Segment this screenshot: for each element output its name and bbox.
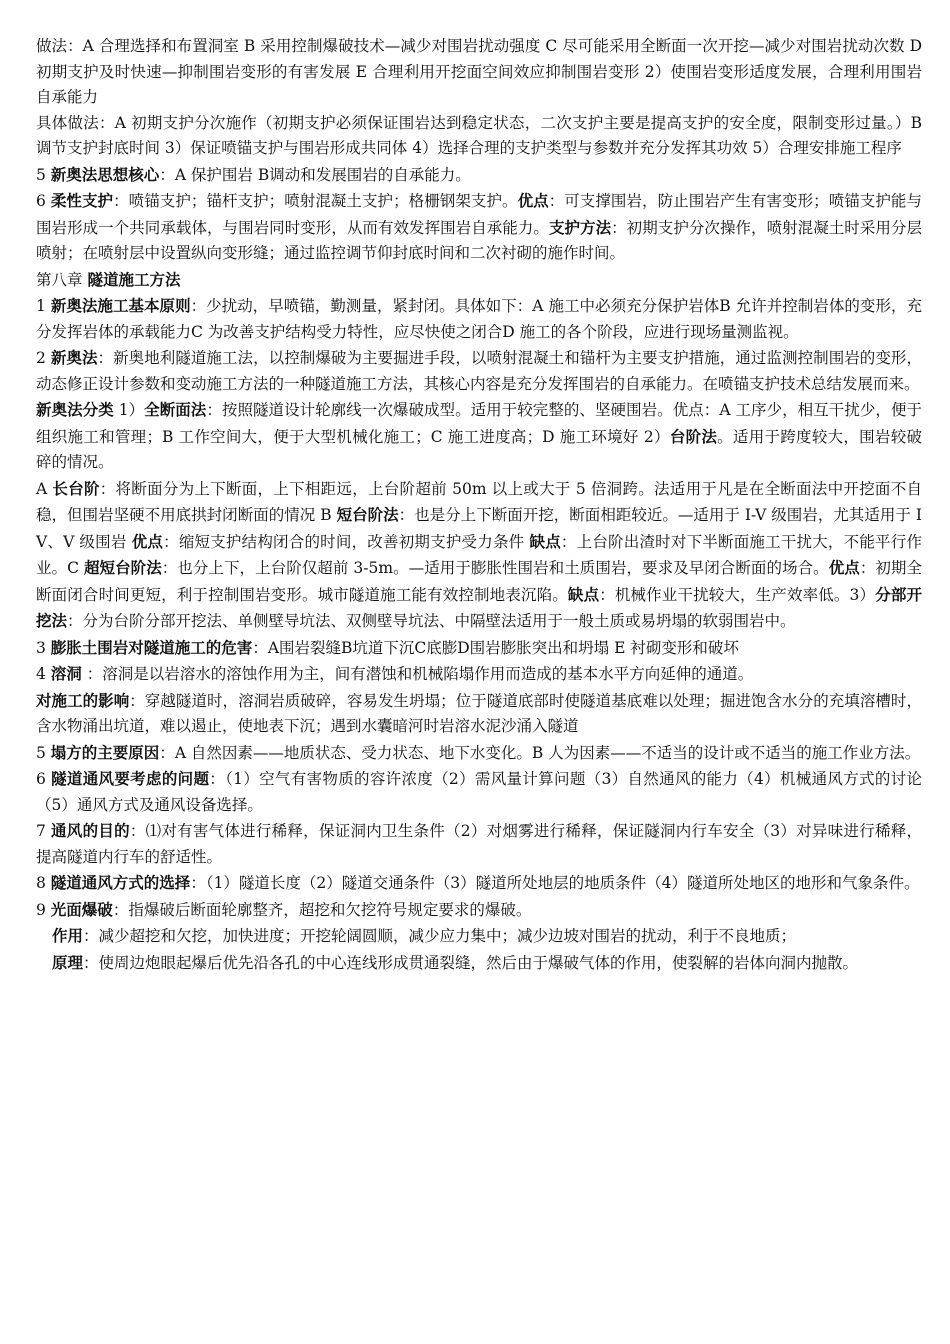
bold-term: 隧道施工方法 xyxy=(87,269,181,289)
paragraph-natm-principles xyxy=(36,293,922,345)
text-run: ：初期支护分次操作，喷射混凝土时采用分层喷射；在喷射层中设置纵向变形缝；通过监控调节仰封底时间和二次衬砌的施作时间。 xyxy=(36,218,922,262)
text-run: 。适用于跨度较大，围岩较破碎的情况。 xyxy=(36,427,922,471)
bold-term: 溶洞 xyxy=(50,664,82,683)
paragraph-natm-classification xyxy=(36,397,922,476)
text-run: 4 xyxy=(36,665,51,683)
text-run: ：A围岩裂缝B坑道下沉C底膨D围岩膨胀突出和坍塌 E 衬砌变形和破坏 xyxy=(252,638,739,657)
text-run: ：（1）空气有害物质的容许浓度（2）需风量计算问题（3）自然通风的能力（4）机械通风方式的讨论（5）通风方式及通风设备选择。 xyxy=(36,770,922,814)
paragraph-smooth-blasting-principle xyxy=(36,950,922,977)
bold-term: 光面爆破 xyxy=(50,899,113,919)
text-run: ：也是分上下断面开挖，断面相距较近。—适用于 I-V 级围岩，尤其适用于 IV、V 级围岩 xyxy=(36,506,922,551)
bold-term: 新奥法分类 xyxy=(36,400,114,419)
text-run: ：（1）隧道长度（2）隧道交通条件（3）隧道所处地层的地质条件（4）隧道所处地区的地形和气象条件。 xyxy=(190,874,920,892)
text-run: 6 xyxy=(36,770,52,788)
text-run: A xyxy=(36,479,53,498)
text-run: 8 xyxy=(36,874,51,892)
text-run: ：机械作业干扰较大，生产效率低。3） xyxy=(599,585,876,604)
text-run: ：A 自然因素——地质状态、受力状态、地下水变化。B 人为因素——不适当的设计或不适当的施工作业方法。 xyxy=(159,743,921,762)
text-run: 具体做法：A 初期支护分次施作（初期支护必须保证围岩达到稳定状态，二次支护主要是提高支护的安全度，限制变形过量。）B 调节支护封底时间 3）保证喷锚支护与围岩形成共同体 4）选择合理的支护类型与参数并充分发挥其功效 5）合理安排施工程序 xyxy=(36,113,922,157)
text-run: ：分为台阶分部开挖法、单侧壁导坑法、双侧壁导坑法、中隔壁法适用于一般土质或易坍塌的软弱围岩中。 xyxy=(67,612,796,630)
bold-term: 长台阶 xyxy=(52,478,100,498)
text-run: ：初期全断面闭合时间更短，利于控制围岩变形。城市隧道施工能有效控制地表沉陷。 xyxy=(36,559,922,604)
bold-term: 优点 xyxy=(131,531,164,551)
paragraph-smooth-blasting xyxy=(36,897,922,924)
text-run: ：指爆破后断面轮廓整齐，超挖和欠挖符号规定要求的爆破。 xyxy=(112,900,532,919)
text-run: 做法：A 合理选择和布置洞室 B 采用控制爆破技术—减少对围岩扰动强度 C 尽可能采用全断面一次开挖—减少对围岩扰动次数 D 初期支护及时快速—抑制围岩变形的有害发展 E 合理利用开挖面空间效应抑制围岩变形 2）使围岩变形适度发展，合理利用围岩自承能力 xyxy=(36,37,922,106)
text-run: ：新奥地利隧道施工法，以控制爆破为主要掘进手段，以喷射混凝土和锚杆为主要支护措施，通过监测控制围岩的变形，动态修正设计参数和变动施工方法的一种隧道施工方法，其核心内容是充分发挥围岩的自承能力。在喷锚支护技术总结发展而来。 xyxy=(36,349,922,393)
bold-term: 优点 xyxy=(828,558,860,577)
text-run: 3 xyxy=(36,638,51,657)
paragraph-karst-cave xyxy=(36,661,922,688)
bold-term: 作用 xyxy=(52,926,84,945)
bold-term: 柔性支护 xyxy=(50,191,114,210)
text-run: 1 xyxy=(36,297,51,315)
bold-term: 新奥法 xyxy=(50,348,98,367)
bold-term: 缺点 xyxy=(567,584,600,604)
text-run: ：⑴对有害气体进行稀释，保证洞内卫生条件（2）对烟雾进行稀释，保证隧洞内行车安全（3）对异味进行稀释，提高隧道内行车的舒适性。 xyxy=(36,822,922,866)
text-run: 第八章 xyxy=(36,270,88,289)
bold-term: 塌方的主要原因 xyxy=(50,742,160,762)
text-run: ：穿越隧道时，溶洞岩质破碎，容易发生坍塌；位于隧道底部时使隧道基底难以处理；掘进饱含水分的充填溶槽时，含水物涌出坑道，难以遏止，使地表下沉；遇到水囊暗河时岩溶水泥沙涌入隧道 xyxy=(36,691,922,735)
text-run: ：减少超挖和欠挖，加快进度；开挖轮阔圆顺，减少应力集中；减少边坡对围岩的扰动，利于不良地质； xyxy=(83,927,797,945)
text-run: 9 xyxy=(36,900,51,919)
bold-term: 超短台阶法 xyxy=(83,558,162,577)
bold-term: 台阶法 xyxy=(669,426,718,446)
text-run: ：喷锚支护；锚杆支护；喷射混凝土支护；格栅钢架支护。 xyxy=(113,192,518,210)
bold-term: 隧道通风方式的选择 xyxy=(50,873,191,892)
paragraph-natm-core-idea xyxy=(36,162,922,189)
paragraph-method-practice xyxy=(36,34,922,111)
paragraph-expansive-soil xyxy=(36,635,922,662)
bold-term: 缺点 xyxy=(529,531,561,551)
text-run: ：也分上下，上台阶仅超前 3-5m。—适用于膨胀性围岩和土质围岩，要求及早闭合断面的场合。 xyxy=(161,559,829,577)
paragraph-collapse-causes xyxy=(36,740,922,767)
bold-term: 原理 xyxy=(52,952,84,972)
paragraph-bench-methods xyxy=(36,476,922,635)
text-run: ：将断面分为上下断面，上下相距远，上台阶超前 50m 以上或大于 5 倍洞跨。法适用于凡是在全断面法中开挖面不自稳，但围岩坚硬不用底拱封闭断面的情况 B xyxy=(36,479,922,524)
bold-term: 膨胀土围岩对隧道施工的危害 xyxy=(50,637,253,657)
paragraph-ventilation-selection xyxy=(36,870,922,897)
bold-term: 全断面法 xyxy=(144,400,207,419)
paragraph-natm-definition xyxy=(36,345,922,397)
text-run: ：A 保护围岩 B调动和发展围岩的自承能力。 xyxy=(159,165,471,184)
bold-term: 优点 xyxy=(517,191,549,210)
text-run: ：使周边炮眼起爆后优先沿各孔的中心连线形成贯通裂缝，然后由于爆破气体的作用，使裂解的岩体向洞内抛散。 xyxy=(83,953,859,972)
paragraph-specific-practice xyxy=(36,111,922,162)
text-run: 2 xyxy=(36,349,51,367)
paragraph-ventilation-issues xyxy=(36,766,922,818)
text-run: 6 xyxy=(36,192,51,210)
bold-term: 新奥法施工基本原则 xyxy=(50,296,191,315)
text-run: 1） xyxy=(113,401,145,419)
text-run: ：溶洞是以岩溶水的溶蚀作用为主，间有潜蚀和机械陷塌作用而造成的基本水平方向延伸的通道。 xyxy=(81,665,754,683)
text-run: ：少扰动，早喷锚，勤测量，紧封闭。具体如下：A 施工中必须充分保护岩体B 允许并控制岩体的变形，充分发挥岩体的承载能力C 为改善支护结构受力特性，应尽快使之闭合D 施工的各个阶段，应进行现场量测监视。 xyxy=(36,297,922,341)
bold-term: 通风的目的 xyxy=(51,821,130,840)
paragraph-ventilation-purpose xyxy=(36,818,922,870)
chapter-heading xyxy=(36,267,922,294)
text-run: ：按照隧道设计轮廓线一次爆破成型。适用于较完整的、坚硬围岩。优点：A 工序少，相互干扰少，便于组织施工和管理；B 工作空间大，便于大型机械化施工；C 施工进度高；D 施工环境好 2） xyxy=(36,401,922,446)
bold-term: 隧道通风要考虑的问题 xyxy=(51,769,210,788)
paragraph-flexible-support xyxy=(36,188,922,267)
bold-term: 对施工的影响 xyxy=(36,690,130,710)
paragraph-construction-impact xyxy=(36,688,922,740)
bold-term: 分部开挖法 xyxy=(36,584,922,630)
bold-term: 短台阶法 xyxy=(336,505,399,524)
text-run: 5 xyxy=(36,165,51,184)
text-run: ：缩短支护结构闭合的时间，改善初期支护受力条件 xyxy=(163,532,530,551)
text-run: ：上台阶出渣时对下半断面施工干扰大，不能平行作业。C xyxy=(36,532,922,577)
text-run: ：可支撑围岩，防止围岩产生有害变形；喷锚支护能与围岩形成一个共同承载体，与围岩同时变形，从而有效发挥围岩自承能力。 xyxy=(36,192,922,237)
text-run: 5 xyxy=(36,743,51,762)
text-run: 7 xyxy=(36,822,52,840)
bold-term: 支护方法 xyxy=(548,217,612,237)
paragraph-smooth-blasting-effect xyxy=(36,923,922,950)
bold-term: 新奥法思想核心 xyxy=(50,164,160,184)
